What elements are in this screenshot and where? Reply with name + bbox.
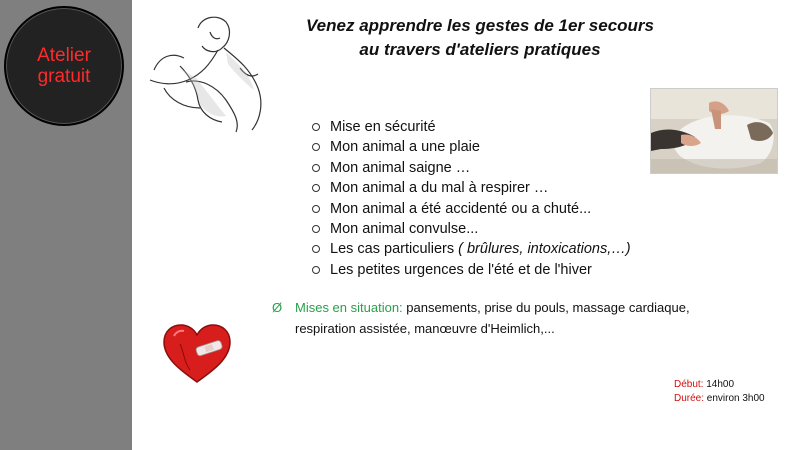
circle-bullet-icon: [312, 245, 320, 253]
start-label: Début:: [674, 379, 704, 390]
circle-bullet-icon: [312, 225, 320, 233]
circle-bullet-icon: [312, 143, 320, 151]
schedule: [674, 378, 765, 406]
list-item: [312, 219, 631, 239]
topic-text: Mon animal saigne …: [330, 159, 471, 176]
page-title: [290, 14, 670, 62]
circle-bullet-icon: [312, 184, 320, 192]
list-item: [312, 117, 631, 137]
bandaged-heart-icon: [160, 322, 234, 384]
list-item: [312, 158, 631, 178]
topic-text: Mise en sécurité: [330, 119, 436, 135]
topic-text: Mon animal a du mal à respirer …: [330, 180, 549, 197]
simulation-text: pansements, prise du pouls, massage cardiaque, respiration assistée, manœuvre d'Heimlich,...: [295, 300, 690, 336]
duration: [674, 392, 765, 406]
circle-bullet-icon: [312, 266, 320, 274]
list-item: [312, 137, 631, 157]
duration-value: environ 3h00: [704, 393, 765, 404]
duration-label: Durée:: [674, 393, 705, 404]
circle-bullet-icon: [312, 205, 320, 213]
start-time: [674, 378, 765, 392]
free-workshop-badge: [4, 6, 124, 126]
title-line-1: Venez apprendre les gestes de 1er secours: [305, 16, 655, 35]
list-item: [312, 260, 631, 280]
topic-list: [312, 117, 631, 280]
topic-text: Mon animal convulse...: [330, 221, 479, 238]
circle-bullet-icon: [312, 164, 320, 172]
title-line-2: au travers d'ateliers pratiques: [359, 40, 601, 59]
dog-first-aid-photo: [650, 88, 778, 174]
topic-text: Mon animal a une plaie: [330, 139, 480, 156]
cpr-illustration: [140, 8, 290, 138]
topic-text: Les cas particuliers: [330, 241, 455, 258]
simulation-label: Mises en situation:: [295, 300, 403, 315]
badge-line-1: Atelier: [37, 45, 91, 66]
topic-text: Les petites urgences de l'été et de l'hiver: [330, 261, 592, 278]
list-item: [312, 199, 631, 219]
list-item: [312, 178, 631, 198]
topic-examples: ( brûlures, intoxications,…): [458, 241, 631, 258]
topic-text: Mon animal a été accidenté ou a chuté...: [330, 200, 592, 217]
arrow-bullet-icon: Ø: [272, 300, 283, 315]
list-item: [312, 239, 631, 259]
start-value: 14h00: [703, 379, 735, 390]
badge-line-2: gratuit: [37, 66, 91, 87]
simulation-section: [272, 297, 732, 339]
circle-bullet-icon: [312, 123, 320, 131]
